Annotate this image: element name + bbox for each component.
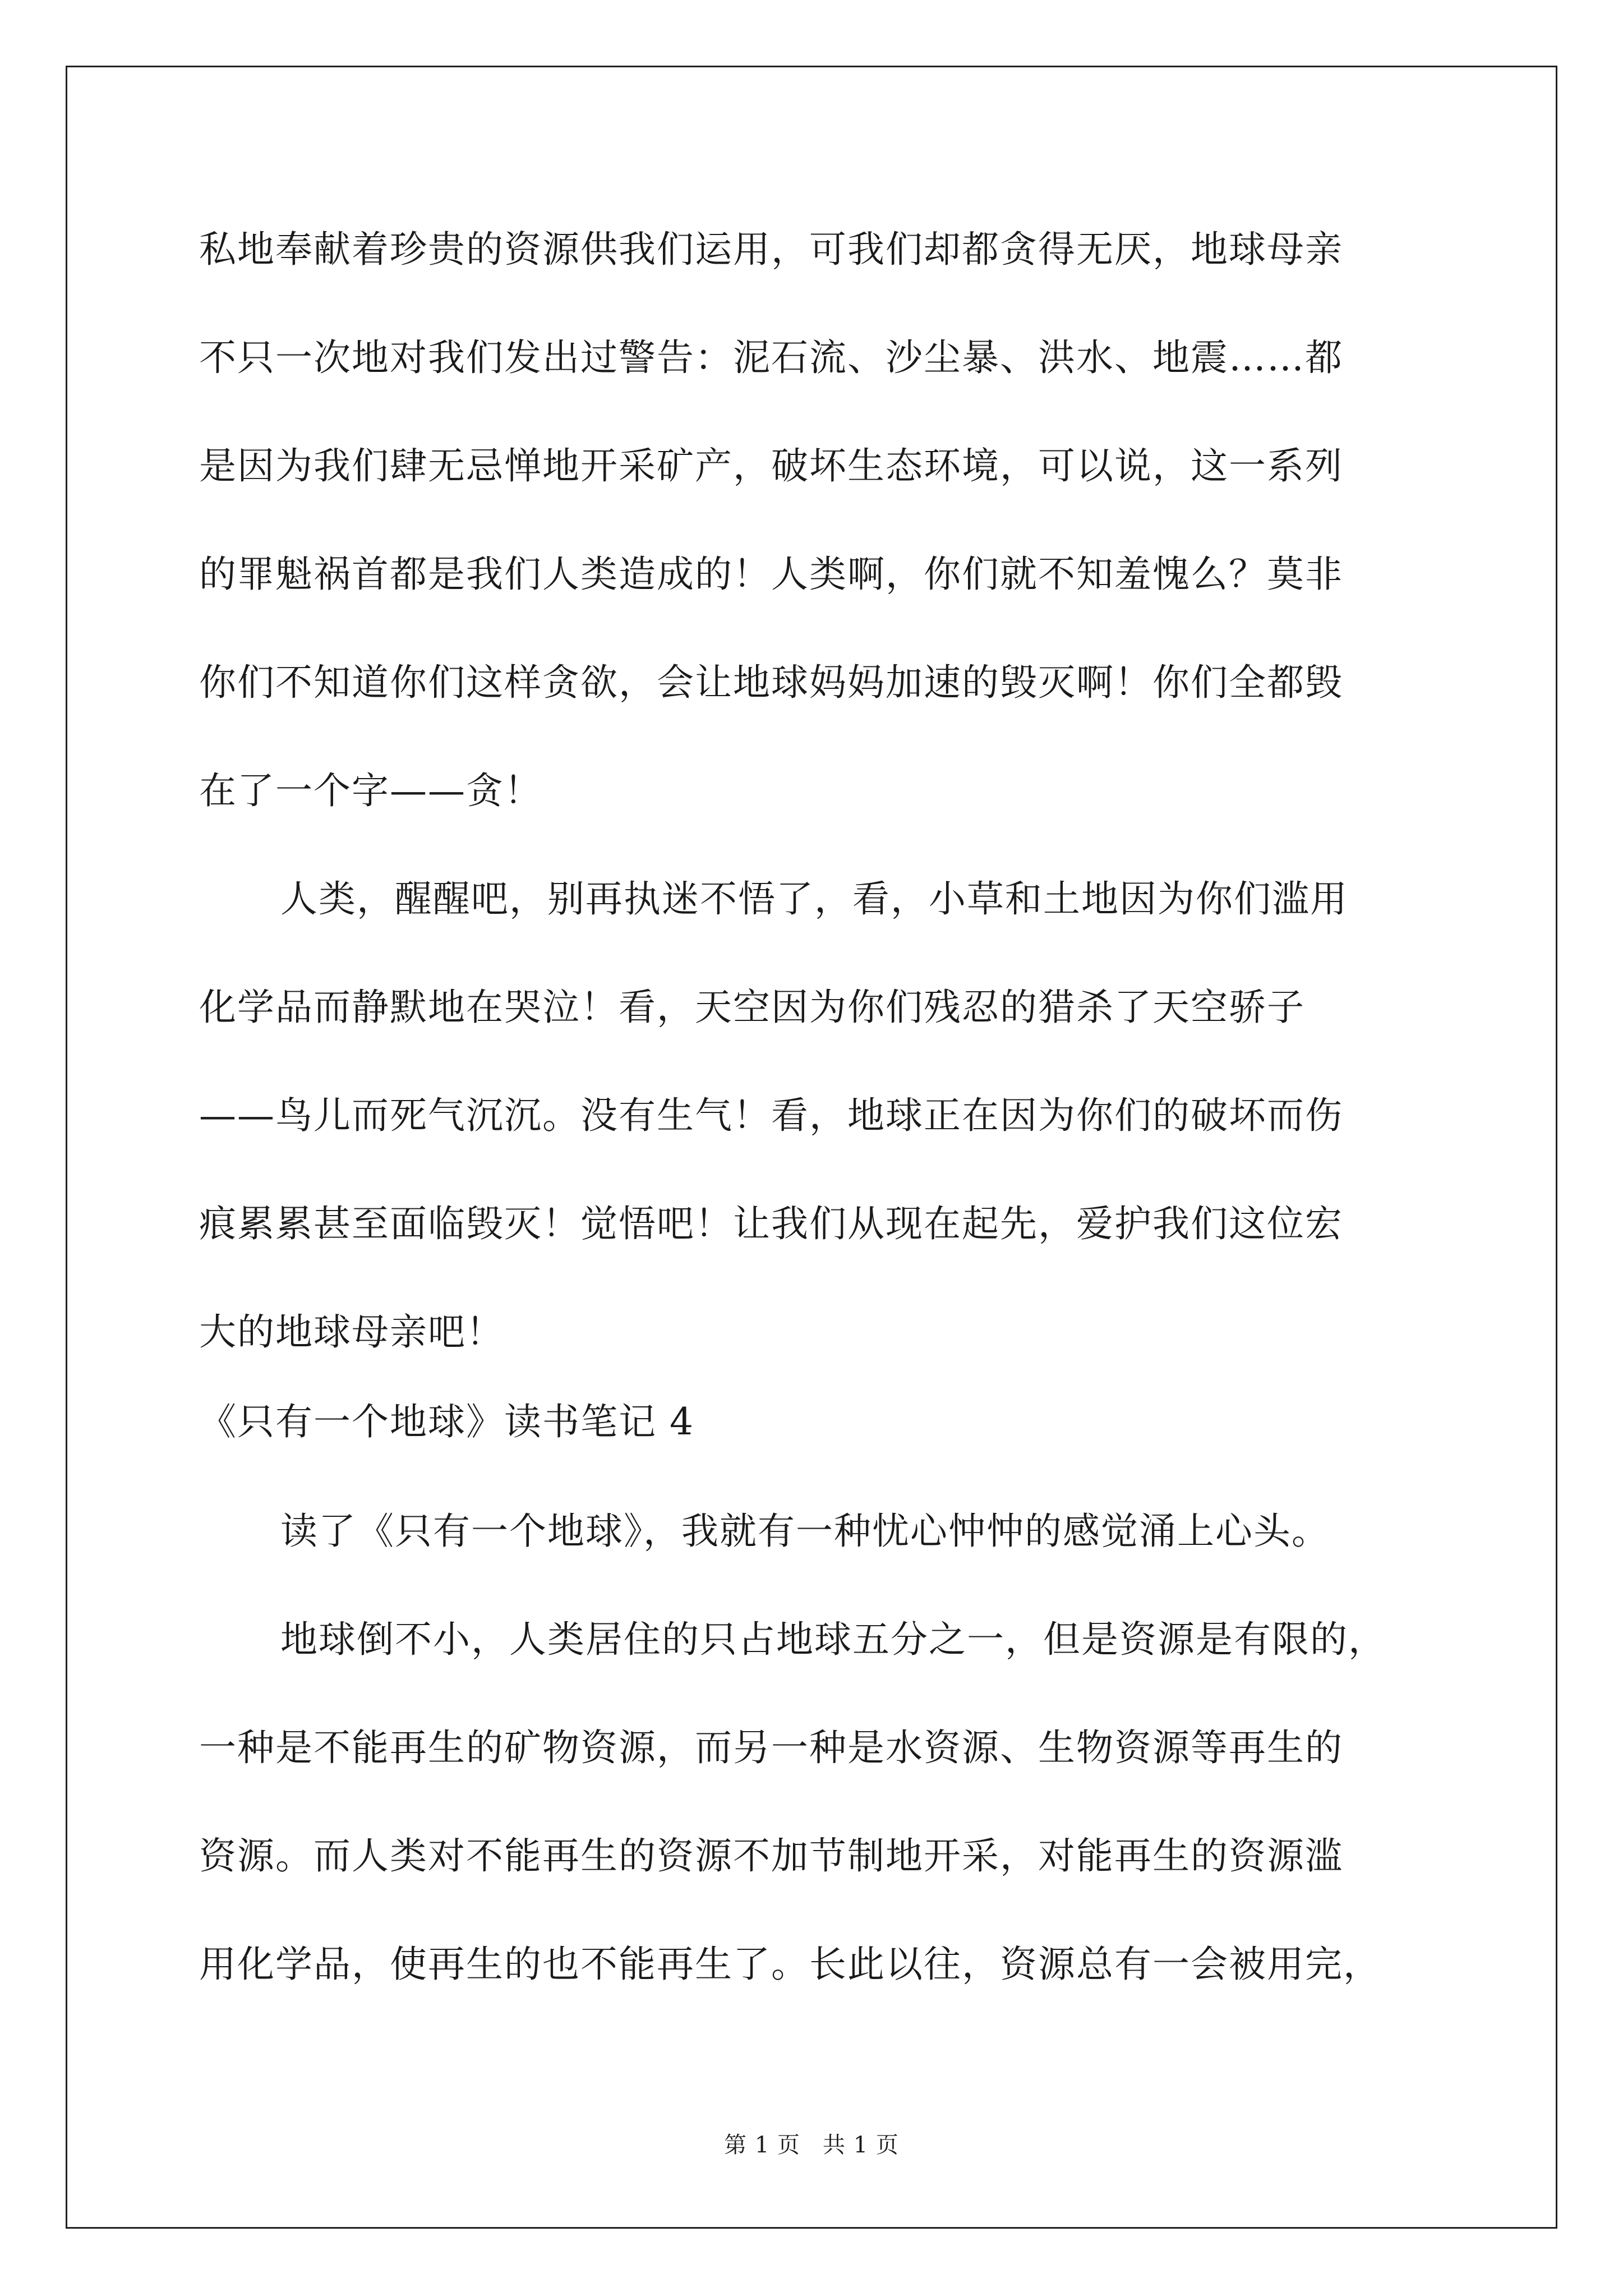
text-line: 是因为我们肆无忌惮地开采矿产，破坏生态环境，可以说，这一系列 — [199, 444, 1343, 487]
text-line: 地球倒不小，人类居住的只占地球五分之一，但是资源是有限的， — [280, 1618, 1386, 1661]
text-line: 你们不知道你们这样贪欲，会让地球妈妈加速的毁灭啊！你们全都毁 — [199, 661, 1343, 704]
page-number: 第 1 页 — [724, 2132, 800, 2158]
text-line: 人类，醒醒吧，别再执迷不悟了，看，小草和土地因为你们滥用 — [280, 877, 1348, 921]
page-border — [66, 66, 1557, 2229]
text-line: 在了一个字——贪！ — [199, 769, 542, 812]
total-pages: 共 1 页 — [823, 2132, 899, 2158]
text-line: 读了《只有一个地球》，我就有一种忧心忡忡的感觉涌上心头。 — [280, 1510, 1330, 1553]
text-line: 用化学品，使再生的也不能再生了。长此以往，资源总有一会被用完， — [199, 1943, 1381, 1986]
text-line: 私地奉献着珍贵的资源供我们运用，可我们却都贪得无厌，地球母亲 — [199, 228, 1343, 271]
text-line: 的罪魁祸首都是我们人类造成的！人类啊，你们就不知羞愧么？莫非 — [199, 553, 1343, 596]
text-line: 化学品而静默地在哭泣！看，天空因为你们残忍的猎杀了天空骄子 — [199, 986, 1305, 1029]
text-line: 资源。而人类对不能再生的资源不加节制地开采，对能再生的资源滥 — [199, 1834, 1343, 1878]
text-line: ——鸟儿而死气沉沉。没有生气！看，地球正在因为你们的破坏而伤 — [199, 1094, 1343, 1137]
text-line: 不只一次地对我们发出过警告：泥石流、沙尘暴、洪水、地震……都 — [199, 336, 1343, 379]
section-heading: 《只有一个地球》读书笔记 4 — [199, 1400, 694, 1443]
text-line: 痕累累甚至面临毁灭！觉悟吧！让我们从现在起先，爱护我们这位宏 — [199, 1202, 1343, 1245]
page-footer — [0, 2132, 1623, 2159]
text-line: 大的地球母亲吧！ — [199, 1310, 504, 1354]
text-line: 一种是不能再生的矿物资源，而另一种是水资源、生物资源等再生的 — [199, 1726, 1343, 1769]
